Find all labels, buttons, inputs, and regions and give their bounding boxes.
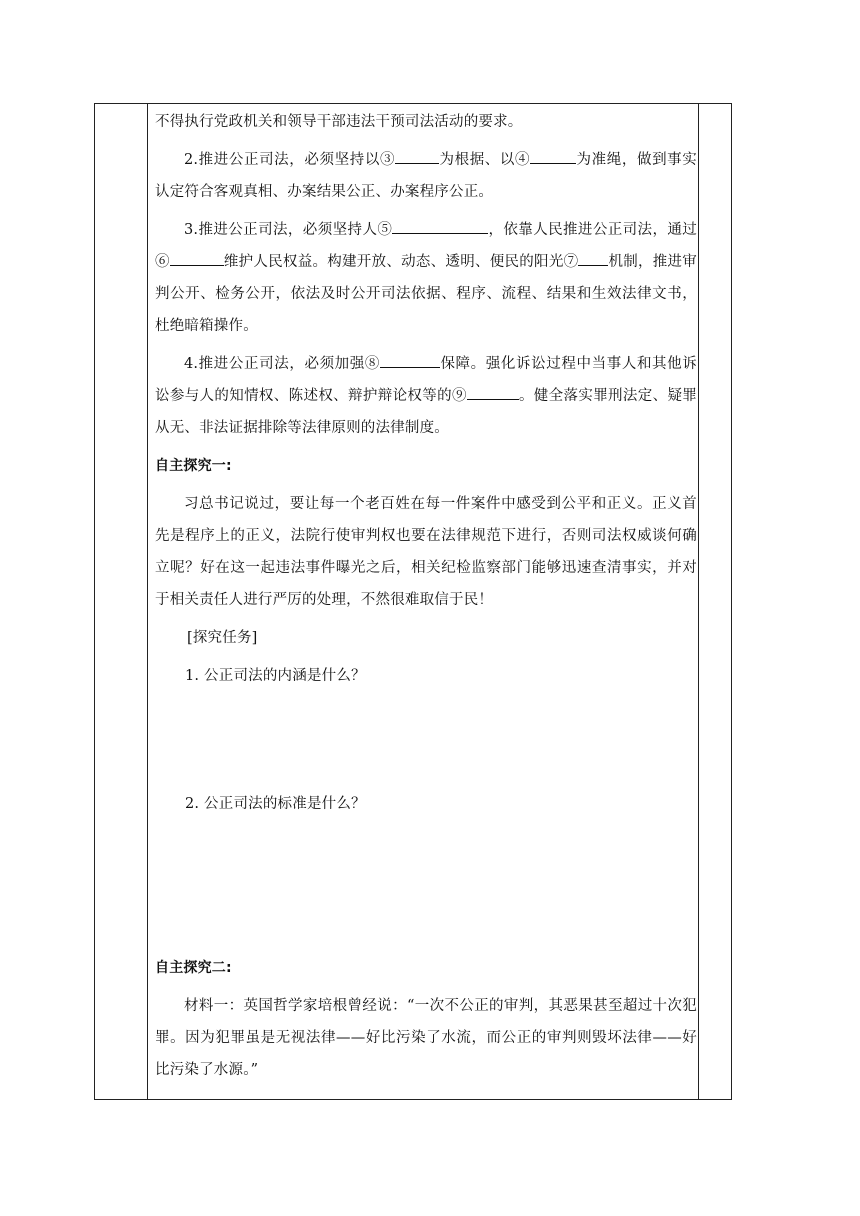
main-cell: [155, 103, 697, 1086]
column-divider-right: [698, 104, 699, 1099]
paragraph-1: 不得执行党政机关和领导干部违法干预司法活动的要求。: [155, 114, 523, 130]
paragraph-3: 3.推进公正司法，必须坚持人⑤ ，依靠人民推进公正司法，通过⑥ 维护人民权益。构建开放、动态、透明、便民的阳光⑦ 机制，推进审判公开、检务公开，依法及时公开司法依据、程序、流程、结果和生效法律文书，杜绝暗箱操作。: [155, 214, 697, 342]
explore-1-text: 习总书记说过，要让每一个老百姓在每一件案件中感受到公平和正义。正义首先是程序上的正义，法院行使审判权也要在法律规范下进行，否则司法权威谈何确立呢？好在这一起违法事件曝光之后，相关纪检监察部门能够迅速查清事实，并对于相关责任人进行严厉的处理，不然很难取信于民！: [155, 496, 697, 608]
column-divider-left: [147, 104, 148, 1099]
answer-space-2[interactable]: [155, 820, 697, 952]
blank-7[interactable]: [578, 247, 608, 266]
blank-8[interactable]: [380, 349, 440, 368]
task-label: [探究任务]: [187, 630, 258, 646]
paragraph-2: 2.推进公正司法，必须坚持以③ 为根据、以④ 为准绳，做到事实认定符合客观真相、办案结果公正、办案程序公正。: [155, 144, 697, 208]
explore-1-heading: 自主探究一:: [155, 458, 232, 474]
paragraph-4: 4.推进公正司法，必须加强⑧ 保障。强化诉讼过程中当事人和其他诉讼参与人的知情权、陈述权、辩护辩论权等的⑨ 。健全落实罪刑法定、疑罪从无、非法证据排除等法律原则的法律制度。: [155, 348, 697, 444]
explore-2-heading: 自主探究二:: [155, 960, 232, 976]
blank-4[interactable]: [530, 145, 576, 164]
blank-9[interactable]: [467, 381, 519, 400]
blank-6[interactable]: [170, 247, 224, 266]
blank-5[interactable]: [392, 215, 488, 234]
blank-3[interactable]: [395, 145, 439, 164]
question-2: 2. 公正司法的标准是什么？: [185, 796, 366, 812]
question-1: 1. 公正司法的内涵是什么？: [185, 668, 366, 684]
explore-2-text: 材料一：英国哲学家培根曾经说：“一次不公正的审判，其恶果甚至超过十次犯罪。因为犯罪虽是无视法律——好比污染了水流，而公正的审判则毁坏法律——好比污染了水源。”: [155, 998, 697, 1078]
answer-space-1[interactable]: [155, 692, 697, 788]
